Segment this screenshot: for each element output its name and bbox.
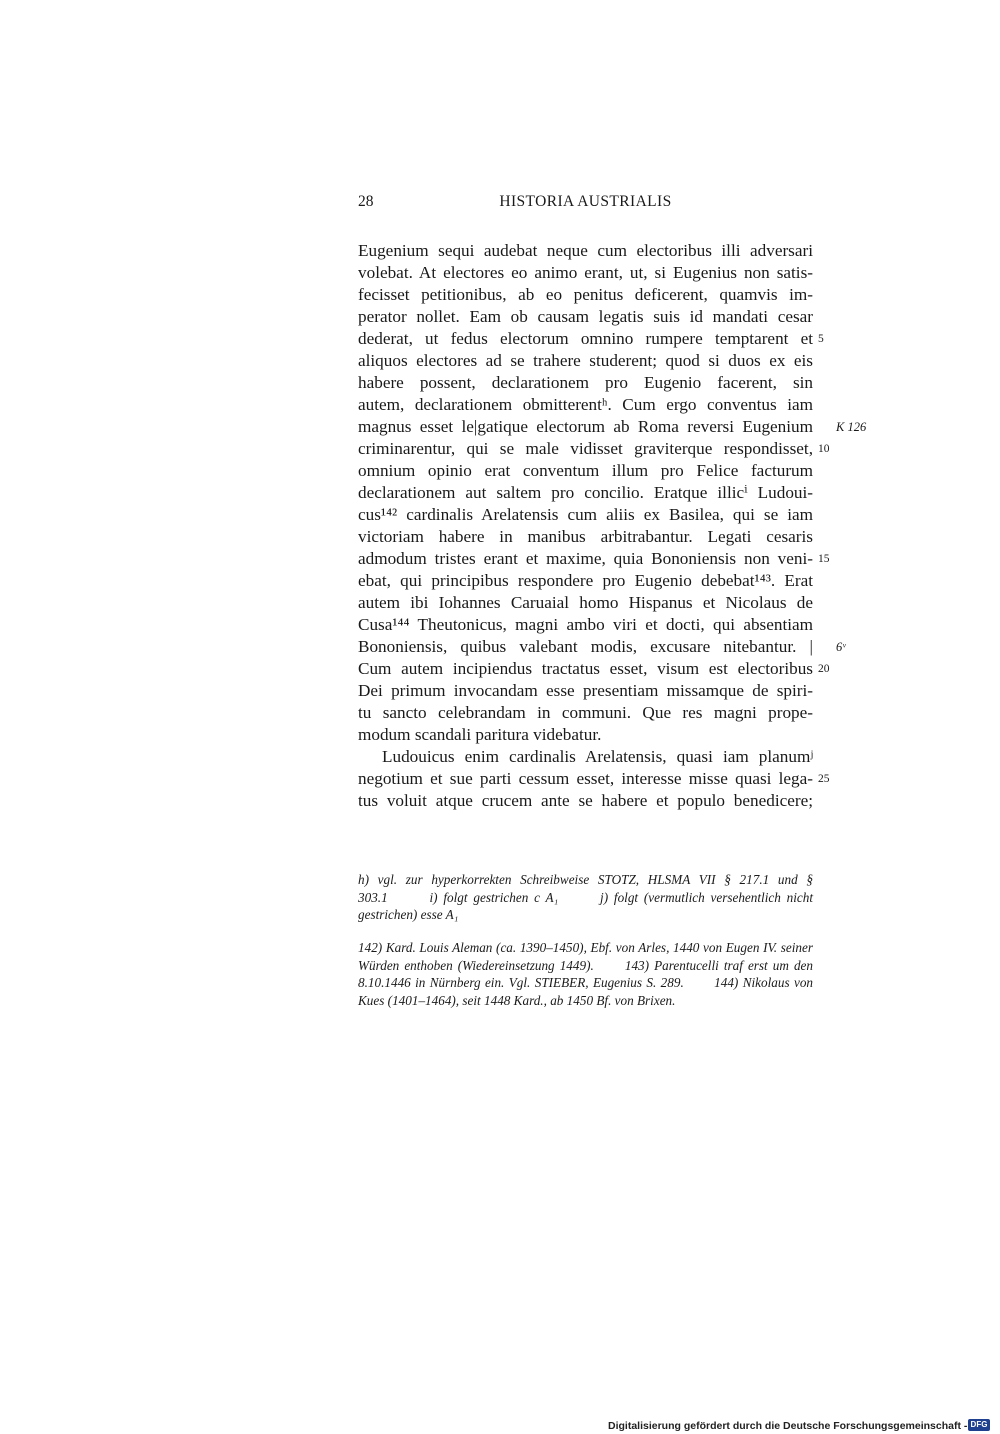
digitization-credit: Digitalisierung gefördert durch die Deutsche Forschungsgemeinschaft - — [608, 1420, 968, 1432]
apparatus-note: i) folgt gestrichen c A₁ — [429, 889, 559, 905]
text-line: perator nollet. Eam ob causam legatis suis id mandati cesar — [358, 307, 813, 326]
text-line: criminarentur, qui se male vidisset graviterque respondisset, — [358, 439, 813, 458]
line-number: 10 — [818, 443, 830, 455]
text-line: cus¹⁴² cardinalis Arelatensis cum aliis ex Basilea, qui se iam — [358, 505, 813, 524]
apparatus-note: h) vgl. zur hyperkorrekten Schreibweise STOTZ, HLSMA VII § 217.1 und § 303.1 — [358, 872, 813, 905]
text-line: omnium opinio erat conventum illum pro Felice facturum — [358, 461, 813, 480]
text-line: Dei primum invocandam esse presentiam missamque de spiri- — [358, 681, 813, 700]
critical-apparatus — [358, 871, 813, 924]
text-line: admodum tristes erant et maxime, quia Bononiensis non veni- — [358, 549, 813, 568]
text-line: Cusa¹⁴⁴ Theutonicus, magni ambo viri et docti, qui absentiam — [358, 615, 813, 634]
footnote: 144) Nikolaus von Kues (1401–1464), seit 1448 Kard., ab 1450 Bf. von Brixen. — [358, 975, 814, 1008]
page-number: 28 — [358, 193, 374, 210]
margin-reference: 6ᵛ — [836, 640, 846, 654]
text-line: habere possent, declarationem pro Eugenio facerent, sin — [358, 373, 813, 392]
text-line: modum scandali paritura videbatur. — [358, 725, 602, 744]
text-line: dederat, ut fedus electorum omnino rumpere temptarent et — [358, 329, 813, 348]
text-line: victoriam habere in manibus arbitrabantur. Legati cesaris — [358, 527, 813, 546]
footnote: 142) Kard. Louis Aleman (ca. 1390–1450), Ebf. von Arles, 1440 von Eugen IV. seiner Würden enthoben (Wiedereinsetzung 1449). — [358, 940, 813, 973]
text-line: Eugenium sequi audebat neque cum electoribus illi adversari — [358, 241, 813, 260]
running-head: HISTORIA AUSTRIALIS — [499, 193, 672, 210]
line-number: 5 — [818, 333, 824, 345]
text-line: tu sancto celebrandam in communi. Que res magni prope- — [358, 703, 813, 722]
text-line: volebat. At electores eo animo erant, ut, si Eugenius non satis- — [358, 263, 813, 282]
line-number: 25 — [818, 773, 830, 785]
apparatus-note: j) folgt (vermutlich versehentlich nicht gestrichen) esse A₁ — [358, 889, 813, 922]
text-line: ebat, qui principibus respondere pro Eugenio debebat¹⁴³. Erat — [358, 571, 813, 590]
line-number: 15 — [818, 553, 830, 565]
text-line: aliquos electores ad se trahere studerent; quod si duos ex eis — [358, 351, 813, 370]
text-line: Cum autem incipiendus tractatus esset, visum est electoribus — [358, 659, 813, 678]
text-line: autem, declarationem obmitterentʰ. Cum ergo conventus iam — [358, 395, 813, 414]
text-line: Ludouicus enim cardinalis Arelatensis, quasi iam planumʲ — [382, 747, 813, 766]
dfg-logo: DFG — [968, 1419, 990, 1431]
footnote: 143) Parentucelli traf erst um den 8.10.1446 in Nürnberg ein. Vgl. STIEBER, Eugenius S. 289. — [358, 957, 813, 990]
text-line: Bononiensis, quibus valebant modis, excusare nitebantur. | — [358, 637, 813, 656]
text-line: declarationem aut saltem pro concilio. Eratque illicⁱ Ludoui- — [358, 483, 813, 502]
text-line: tus voluit atque crucem ante se habere et populo benedicere; — [358, 791, 813, 810]
page-header — [358, 193, 813, 215]
line-number: 20 — [818, 663, 830, 675]
text-line: autem ibi Iohannes Caruaial homo Hispanus et Nicolaus de — [358, 593, 813, 612]
margin-reference: K 126 — [836, 420, 867, 434]
text-line: fecisset petitionibus, ab eo penitus deficerent, quamvis im- — [358, 285, 813, 304]
text-line: negotium et sue parti cessum esset, interesse misse quasi lega- — [358, 769, 813, 788]
text-line: magnus esset le|gatique electorum ab Roma reversi Eugenium — [358, 417, 813, 436]
footnotes — [358, 939, 813, 1009]
